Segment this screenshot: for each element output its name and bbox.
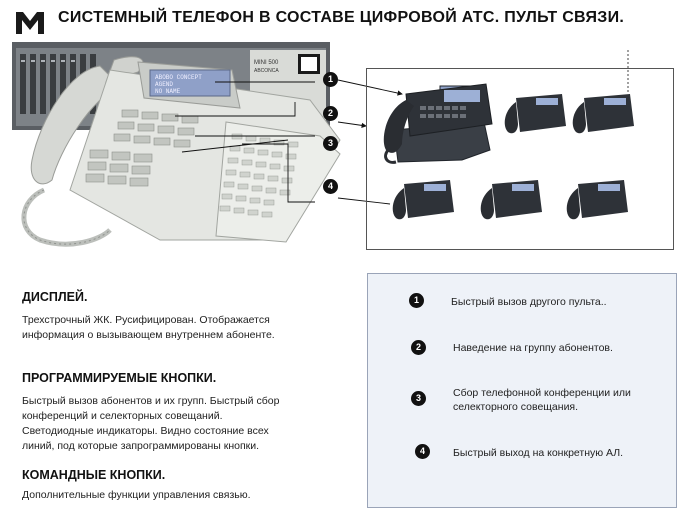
legend-text-4: Быстрый выход на конкретную АЛ. <box>453 447 624 459</box>
marker-1: 1 <box>323 72 338 87</box>
desk-phone-icon <box>573 94 634 133</box>
programmable-line-1: Быстрый вызов абонентов и их групп. Быстрый сбор <box>22 395 280 407</box>
programmable-line-2: конференций и селекторных совещаний. <box>22 410 223 422</box>
programmable-heading: ПРОГРАММИРУЕМЫЕ КНОПКИ. <box>22 371 217 385</box>
legend-text-3 <box>453 386 631 414</box>
desk-phone-icon <box>505 94 566 133</box>
lcd-line-2: AGEND <box>155 81 174 88</box>
marker-4: 4 <box>323 179 338 194</box>
unit-label-1: MINI 500 <box>254 60 279 66</box>
programmable-description <box>22 394 352 454</box>
legend-marker-3: 3 <box>411 391 426 406</box>
desk-phone-icon <box>393 180 454 219</box>
legend-marker-1: 1 <box>409 293 424 308</box>
legend-text-3-line-2: селекторного совещания. <box>453 401 579 413</box>
page-title: СИСТЕМНЫЙ ТЕЛЕФОН В СОСТАВЕ ЦИФРОВОЙ АТС. ПУЛЬТ СВЯЗИ. <box>58 9 625 26</box>
console-phone-icon <box>384 84 492 162</box>
legend-marker-4: 4 <box>415 444 430 459</box>
lcd-line-1: ABOBO CONCEPT <box>155 74 202 81</box>
unit-label-2: ABCONCA <box>254 68 279 74</box>
command-description: Дополнительные функции управления связью. <box>22 489 251 501</box>
programmable-line-3: Светодиодные индикаторы. Видно состояние всех <box>22 425 269 437</box>
network-phones <box>366 40 676 252</box>
display-line-1: Трехстрочный ЖК. Русифицирован. Отображается <box>22 314 270 326</box>
legend-text-1: Быстрый вызов другого пульта.. <box>451 296 607 308</box>
company-logo <box>14 8 46 38</box>
desk-phone-icon <box>567 180 628 219</box>
lcd-line-3: NO NAME <box>155 88 181 95</box>
console-phone-photo <box>10 40 362 258</box>
marker-2: 2 <box>323 106 338 121</box>
legend-marker-2: 2 <box>411 340 426 355</box>
display-line-2: информация о вызывающем внутреннем абоненте. <box>22 329 275 341</box>
marker-3: 3 <box>323 136 338 151</box>
command-heading: КОМАНДНЫЕ КНОПКИ. <box>22 468 166 482</box>
display-heading: ДИСПЛЕЙ. <box>22 290 88 304</box>
legend-text-3-line-1: Сбор телефонной конференции или <box>453 387 631 399</box>
legend-text-2: Наведение на группу абонентов. <box>453 342 613 354</box>
desk-phone-icon <box>481 180 542 219</box>
programmable-line-4: линий, под которые запрограммированы кнопки. <box>22 440 260 452</box>
display-description <box>22 313 342 343</box>
